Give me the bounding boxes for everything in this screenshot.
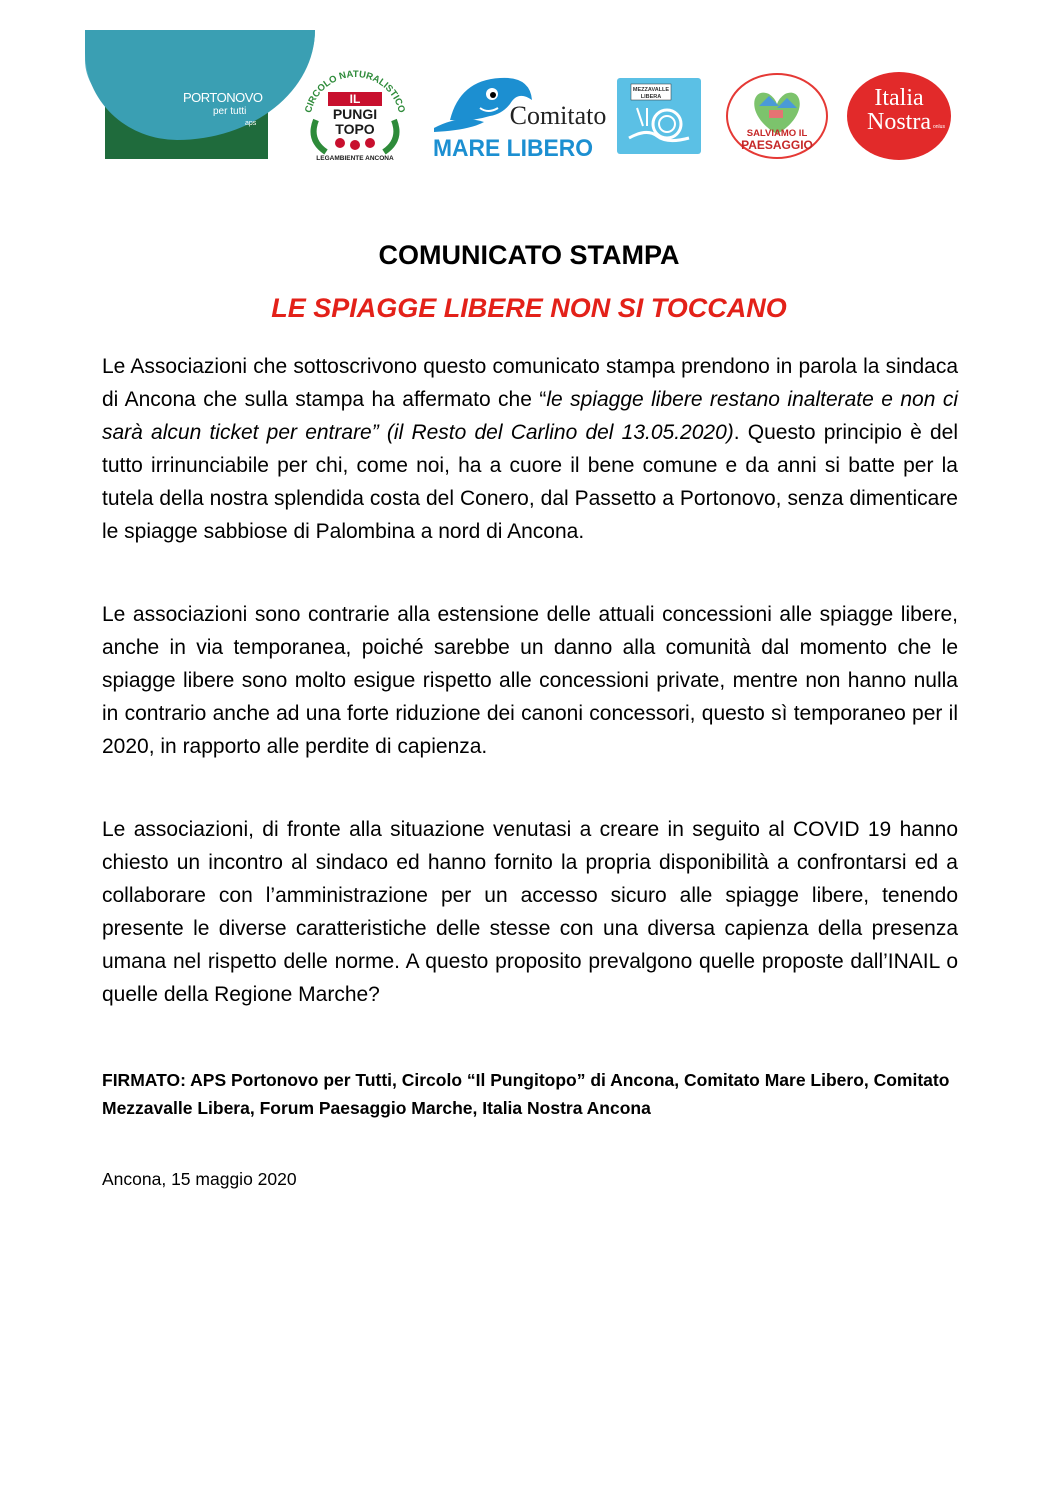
italia-nostra-logo [847, 72, 951, 160]
pungitopo-arc-text: CIRCOLO NATURALISTICO [303, 70, 407, 115]
mezzavalle-line1: MEZZAVALLE [632, 87, 670, 93]
mezzavalle-line2: LIBERA [640, 94, 662, 100]
italia-nostra-suffix: onlus [933, 124, 945, 130]
page-title: COMUNICATO STAMPA [378, 240, 680, 270]
paragraph-1-part-c: . Questo principio è del tutto irrinunciabile per chi, come noi, ha a cuore il bene comune e da anni si batte per la tutela della nostra splendida costa del Conero, dal Passetto a Portonovo, senza dimenticare le spiagge sabbiose di Palombina a nord di Ancona. [102, 421, 958, 543]
italia-nostra-line1: Italia [874, 85, 924, 111]
pungitopo-line2: PUNGI [332, 106, 378, 122]
paesaggio-line1: SALVIAMO IL [746, 128, 808, 139]
paragraph-1-part-a: Le Associazioni che sottoscrivono questo comunicato stampa prendono in parola la sindaca di Ancona che sulla stampa ha affermato che “ [102, 355, 958, 411]
paragraph-1 [102, 350, 958, 548]
logo-row [0, 70, 1058, 170]
shell-icon [617, 78, 701, 154]
dateline: Ancona, 15 maggio 2020 [102, 1169, 297, 1189]
mare-libero-line1: Comitato [509, 101, 607, 130]
mezzavalle-logo [617, 78, 701, 154]
portonovo-logo [105, 70, 268, 159]
salviamo-paesaggio-logo [725, 72, 829, 160]
pungitopo-bottom-text: LEGAMBIENTE ANCONA [316, 155, 394, 162]
paesaggio-line2: PAESAGGIO [741, 138, 813, 152]
paragraph-2: Le associazioni sono contrarie alla estensione delle attuali concessioni alle spiagge libere, anche in via temporanea, poiché sarebbe un danno alla comunità dal momento che le spiagge libere sono molto esigue rispetto alle concessioni private, mentre non hanno nulla in contrario anche ad una forte riduzione dei canoni concessori, questo sì temporaneo per il 2020, in rapporto alle perdite di capienza. [102, 603, 958, 758]
pungitopo-emblem [298, 70, 412, 162]
signatories: FIRMATO: APS Portonovo per Tutti, Circolo “Il Pungitopo” di Ancona, Comitato Mare Libero, Comitato Mezzavalle Libera, Forum Paesaggio Marche, Italia Nostra Ancona [102, 1070, 950, 1118]
pungitopo-line3: TOPO [335, 121, 375, 137]
pungitopo-logo [298, 70, 412, 162]
portonovo-logo-name: PORTONOVO [183, 90, 263, 105]
mare-libero-line2: MARE LIBERO [433, 135, 593, 162]
portonovo-logo-suffix: aps [245, 120, 257, 127]
wave-mascot-icon [430, 70, 607, 162]
paragraph-3: Le associazioni, di fronte alla situazione venutasi a creare in seguito al COVID 19 hanno chiesto un incontro al sindaco ed hanno fornito la propria disponibilità a confrontarsi ed a collaborare con l’amministrazione per un accesso sicuro alle spiagge libere, tenendo presente le diverse caratteristiche delle stesse con una diversa capienza della presenza umana nel rispetto delle norme. A questo proposito prevalgono quelle proposte dall’INAIL o quelle della Regione Marche? [102, 818, 958, 1006]
page-subtitle: LE SPIAGGE LIBERE NON SI TOCCANO [271, 293, 787, 323]
portonovo-logo-tagline: per tutti [213, 106, 247, 117]
italia-nostra-line2: Nostra [867, 109, 931, 135]
pungitopo-line1: IL [349, 92, 361, 106]
heart-landscape-icon [725, 72, 829, 160]
paragraph-1-quote: le spiagge libere restano inalterate e non ci sarà alcun ticket per entrare” (il Resto del Carlino del 13.05.2020) [102, 388, 958, 444]
mare-libero-logo [430, 70, 607, 162]
